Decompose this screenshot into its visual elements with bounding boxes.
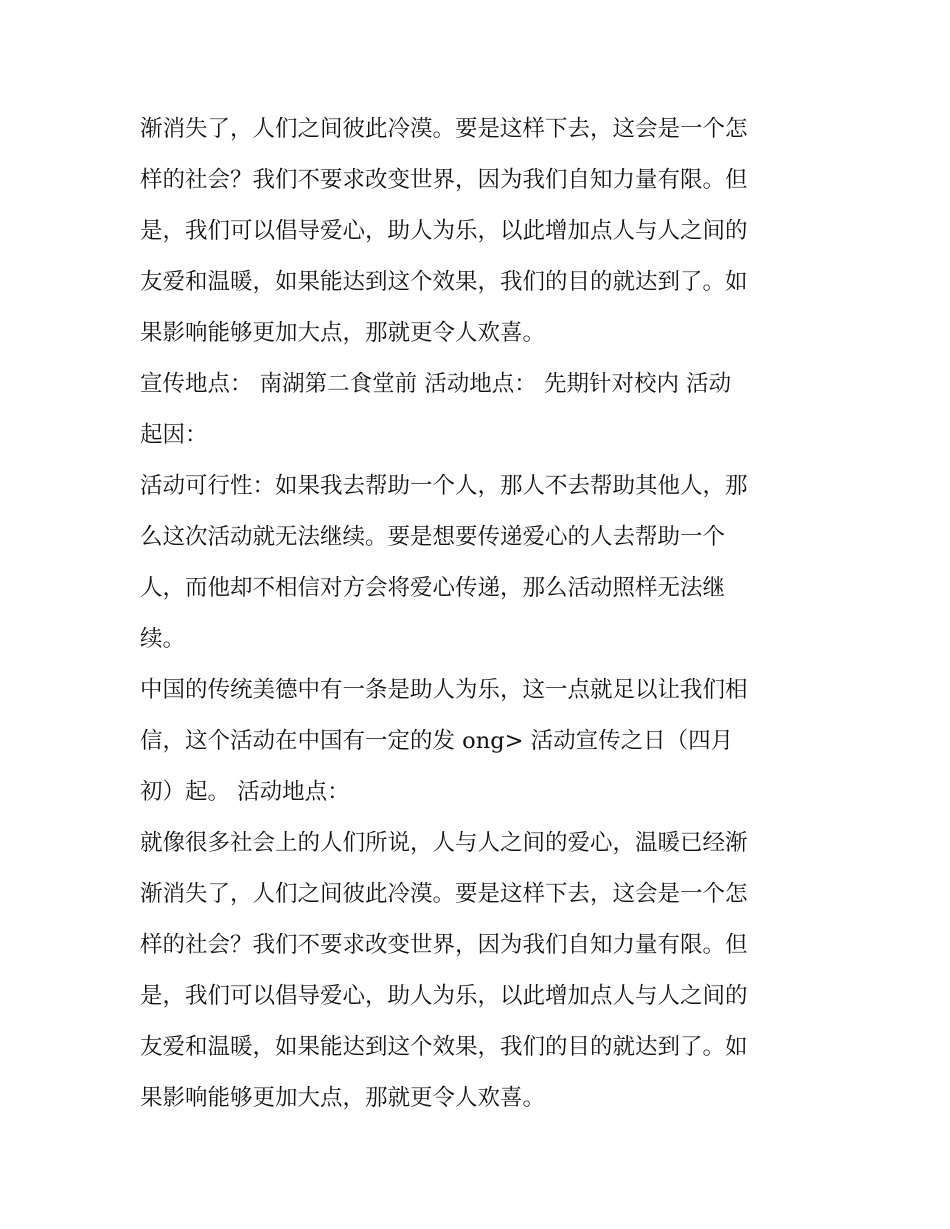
text-line: 是，我们可以倡导爱心，助人为乐，以此增加点人与人之间的 (140, 983, 748, 1009)
text-line: 渐消失了，人们之间彼此冷漠。要是这样下去，这会是一个怎 (140, 116, 748, 142)
text-line: 信，这个活动在中国有一定的发 ong> 活动宣传之日（四月 (140, 728, 734, 754)
paragraph-1 (140, 104, 820, 359)
text-line: 样的社会？我们不要求改变世界，因为我们自知力量有限。但 (140, 167, 748, 193)
text-line: 果影响能够更加大点，那就更令人欢喜。 (140, 320, 546, 346)
text-line: 就像很多社会上的人们所说，人与人之间的爱心，温暖已经渐 (140, 830, 748, 856)
text-line: 样的社会？我们不要求改变世界，因为我们自知力量有限。但 (140, 932, 748, 958)
text-line: 友爱和温暖，如果能达到这个效果，我们的目的就达到了。如 (140, 1034, 748, 1060)
text-line: 渐消失了，人们之间彼此冷漠。要是这样下去，这会是一个怎 (140, 881, 748, 907)
text-line: 果影响能够更加大点，那就更令人欢喜。 (140, 1085, 546, 1111)
text-line: 活动可行性：如果我去帮助一个人，那人不去帮助其他人，那 (140, 473, 748, 499)
document-body (140, 104, 820, 1124)
text-line: 友爱和温暖，如果能达到这个效果，我们的目的就达到了。如 (140, 269, 748, 295)
text-line: 宣传地点： 南湖第二食堂前 活动地点： 先期针对校内 活动 (140, 371, 732, 397)
text-line: 人，而他却不相信对方会将爱心传递，那么活动照样无法继 (140, 575, 726, 601)
text-line: 中国的传统美德中有一条是助人为乐，这一点就足以让我们相 (140, 677, 748, 703)
text-line: 续。 (140, 626, 186, 652)
text-line: 么这次活动就无法继续。要是想要传递爱心的人去帮助一个 (140, 524, 726, 550)
paragraph-5 (140, 818, 820, 1124)
paragraph-2 (140, 359, 820, 461)
text-line: 是，我们可以倡导爱心，助人为乐，以此增加点人与人之间的 (140, 218, 748, 244)
text-line: 起因： (140, 422, 208, 448)
text-line: 初）起。 活动地点： (140, 779, 350, 805)
paragraph-4 (140, 665, 820, 818)
paragraph-3 (140, 461, 820, 665)
